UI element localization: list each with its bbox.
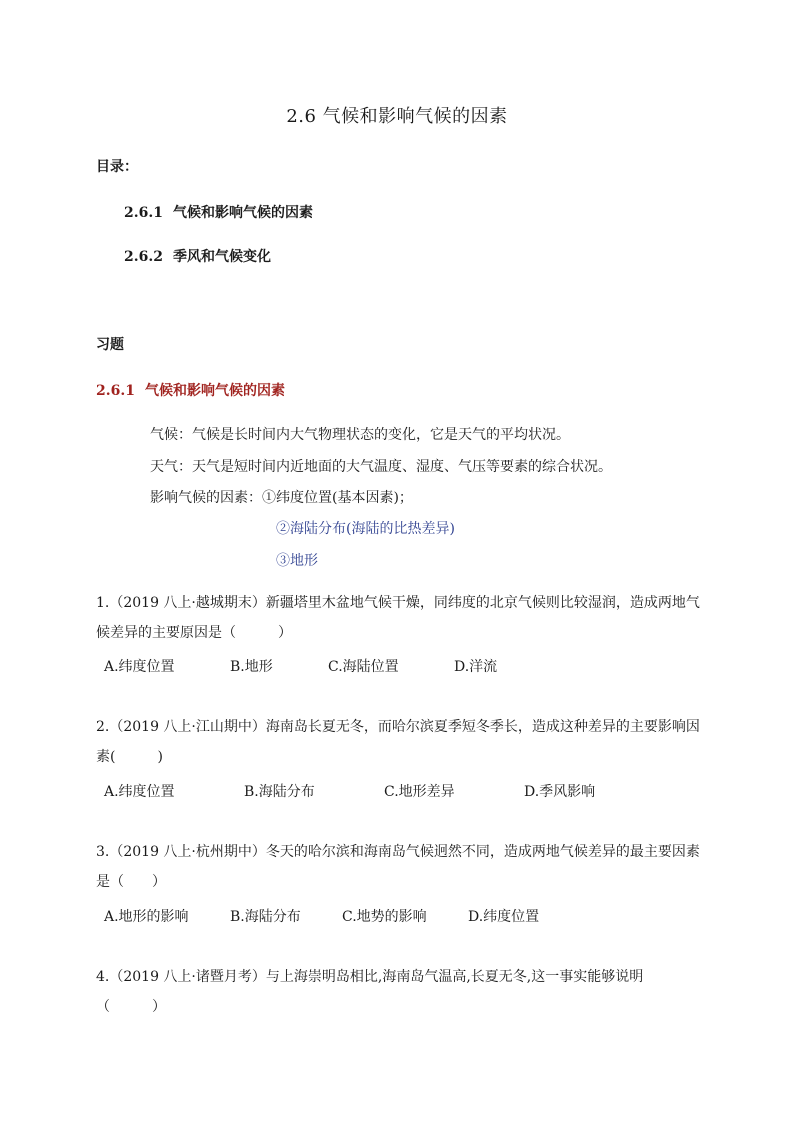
note-factors: 影响气候的因素：①纬度位置(基本因素)； (150, 490, 413, 506)
option-a[interactable]: A.地形的影响 (104, 909, 189, 925)
question-text: 1.（2019 八上·越城期末）新疆塔里木盆地气候干燥，同纬度的北京气候则比较湿润，造成两地气 (96, 595, 700, 611)
note-factor-sea-land: ②海陆分布(海陆的比热差异) (276, 521, 455, 537)
option-c[interactable]: C.海陆位置 (328, 659, 399, 675)
option-c[interactable]: C.地势的影响 (342, 909, 427, 925)
subsection-number: 2.6.1 (96, 383, 135, 399)
question-text: 3.（2019 八上·杭州期中）冬天的哈尔滨和海南岛气候迥然不同，造成两地气候差异的最主要因素 (96, 844, 700, 860)
option-d[interactable]: D.洋流 (454, 659, 498, 675)
question-text-cont: 素( ) (96, 749, 163, 765)
option-d[interactable]: D.纬度位置 (468, 909, 540, 925)
section-heading: 习题 (96, 337, 124, 353)
toc-item[interactable] (124, 246, 271, 266)
question-text: 4.（2019 八上·诸暨月考）与上海崇明岛相比,海南岛气温高,长夏无冬,这一事实能够说明 (96, 969, 644, 985)
note-climate: 气候：气候是长时间内大气物理状态的变化，它是天气的平均状况。 (150, 427, 570, 443)
toc-item[interactable] (124, 202, 313, 222)
option-b[interactable]: B.地形 (230, 659, 273, 675)
question-text-cont: 是（ ） (96, 874, 166, 890)
question-text: 2.（2019 八上·江山期中）海南岛长夏无冬，而哈尔滨夏季短冬季长，造成这种差异的主要影响因 (96, 719, 700, 735)
toc-heading: 目录： (96, 159, 138, 175)
option-b[interactable]: B.海陆分布 (230, 909, 301, 925)
toc-item-label: 季风和气候变化 (172, 249, 271, 265)
note-factor-terrain: ③地形 (276, 553, 318, 569)
toc-item-number: 2.6.1 (124, 205, 163, 221)
note-weather: 天气：天气是短时间内近地面的大气温度、湿度、气压等要素的综合状况。 (150, 459, 612, 475)
toc-item-label: 气候和影响气候的因素 (172, 205, 313, 221)
option-a[interactable]: A.纬度位置 (104, 784, 175, 800)
option-a[interactable]: A.纬度位置 (104, 659, 175, 675)
page-title: 2.6 气候和影响气候的因素 (286, 106, 508, 127)
subsection-heading (96, 380, 285, 400)
toc-item-number: 2.6.2 (124, 249, 163, 265)
question-text-cont: 候差异的主要原因是（ ） (96, 625, 292, 641)
subsection-title: 气候和影响气候的因素 (144, 383, 285, 399)
option-c[interactable]: C.地形差异 (384, 784, 455, 800)
question-text-cont: （ ） (96, 999, 166, 1015)
option-b[interactable]: B.海陆分布 (244, 784, 315, 800)
option-d[interactable]: D.季风影响 (524, 784, 596, 800)
